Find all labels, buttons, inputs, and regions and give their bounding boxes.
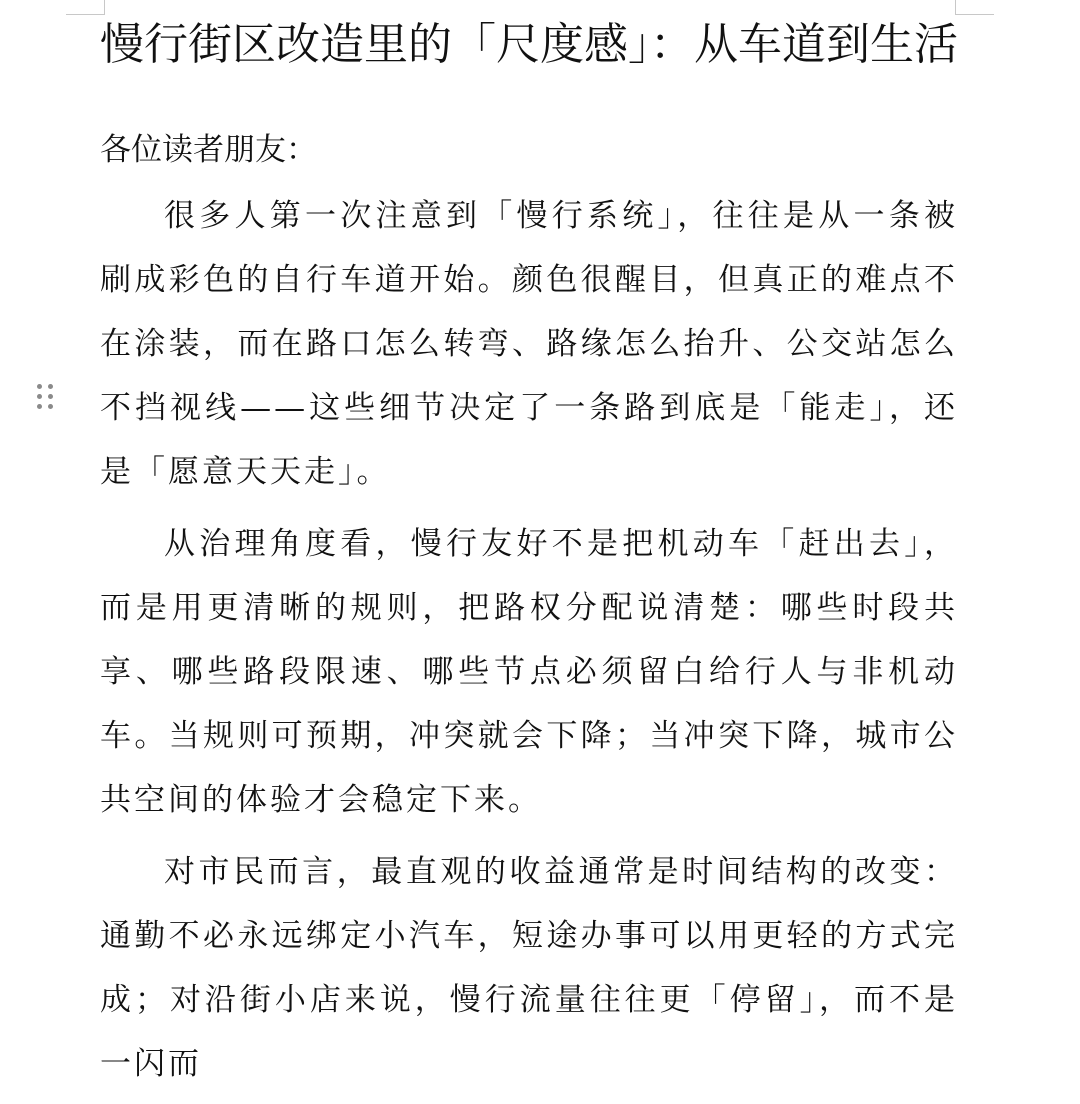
paragraph-1: 很多人第一次注意到「慢行系统」，往往是从一条被刷成彩色的自行车道开始。颜色很醒目，但真正的难点不在涂装，而在路口怎么转弯、路缘怎么抬升、公交站怎么不挡视线——这些细节决定了一条路到底是「能走」，还是「愿意天天走」。 xyxy=(100,198,958,490)
drag-dot xyxy=(37,384,42,389)
drag-dot xyxy=(48,404,53,409)
document-page[interactable] xyxy=(100,14,958,1104)
drag-dot xyxy=(37,404,42,409)
salutation: 各位读者朋友： xyxy=(100,132,317,168)
drag-dot xyxy=(48,384,53,389)
page-corner-mark-right xyxy=(955,0,994,15)
document-title: 慢行街区改造里的「尺度感」：从车道到生活 xyxy=(100,19,958,70)
drag-dot xyxy=(37,394,42,399)
paragraph-3: 对市民而言，最直观的收益通常是时间结构的改变：通勤不必永远绑定小汽车，短途办事可以用更轻的方式完成；对沿街小店来说，慢行流量往往更「停留」，而不是一闪而 xyxy=(100,854,958,1082)
paragraph-2: 从治理角度看，慢行友好不是把机动车「赶出去」，而是用更清晰的规则，把路权分配说清楚：哪些时段共享、哪些路段限速、哪些节点必须留白给行人与非机动车。当规则可预期，冲突就会下降；当冲突下降，城市公共空间的体验才会稳定下来。 xyxy=(100,526,958,818)
drag-dot xyxy=(48,394,53,399)
drag-handle-icon[interactable] xyxy=(37,384,55,412)
page-corner-mark-left xyxy=(66,0,105,15)
